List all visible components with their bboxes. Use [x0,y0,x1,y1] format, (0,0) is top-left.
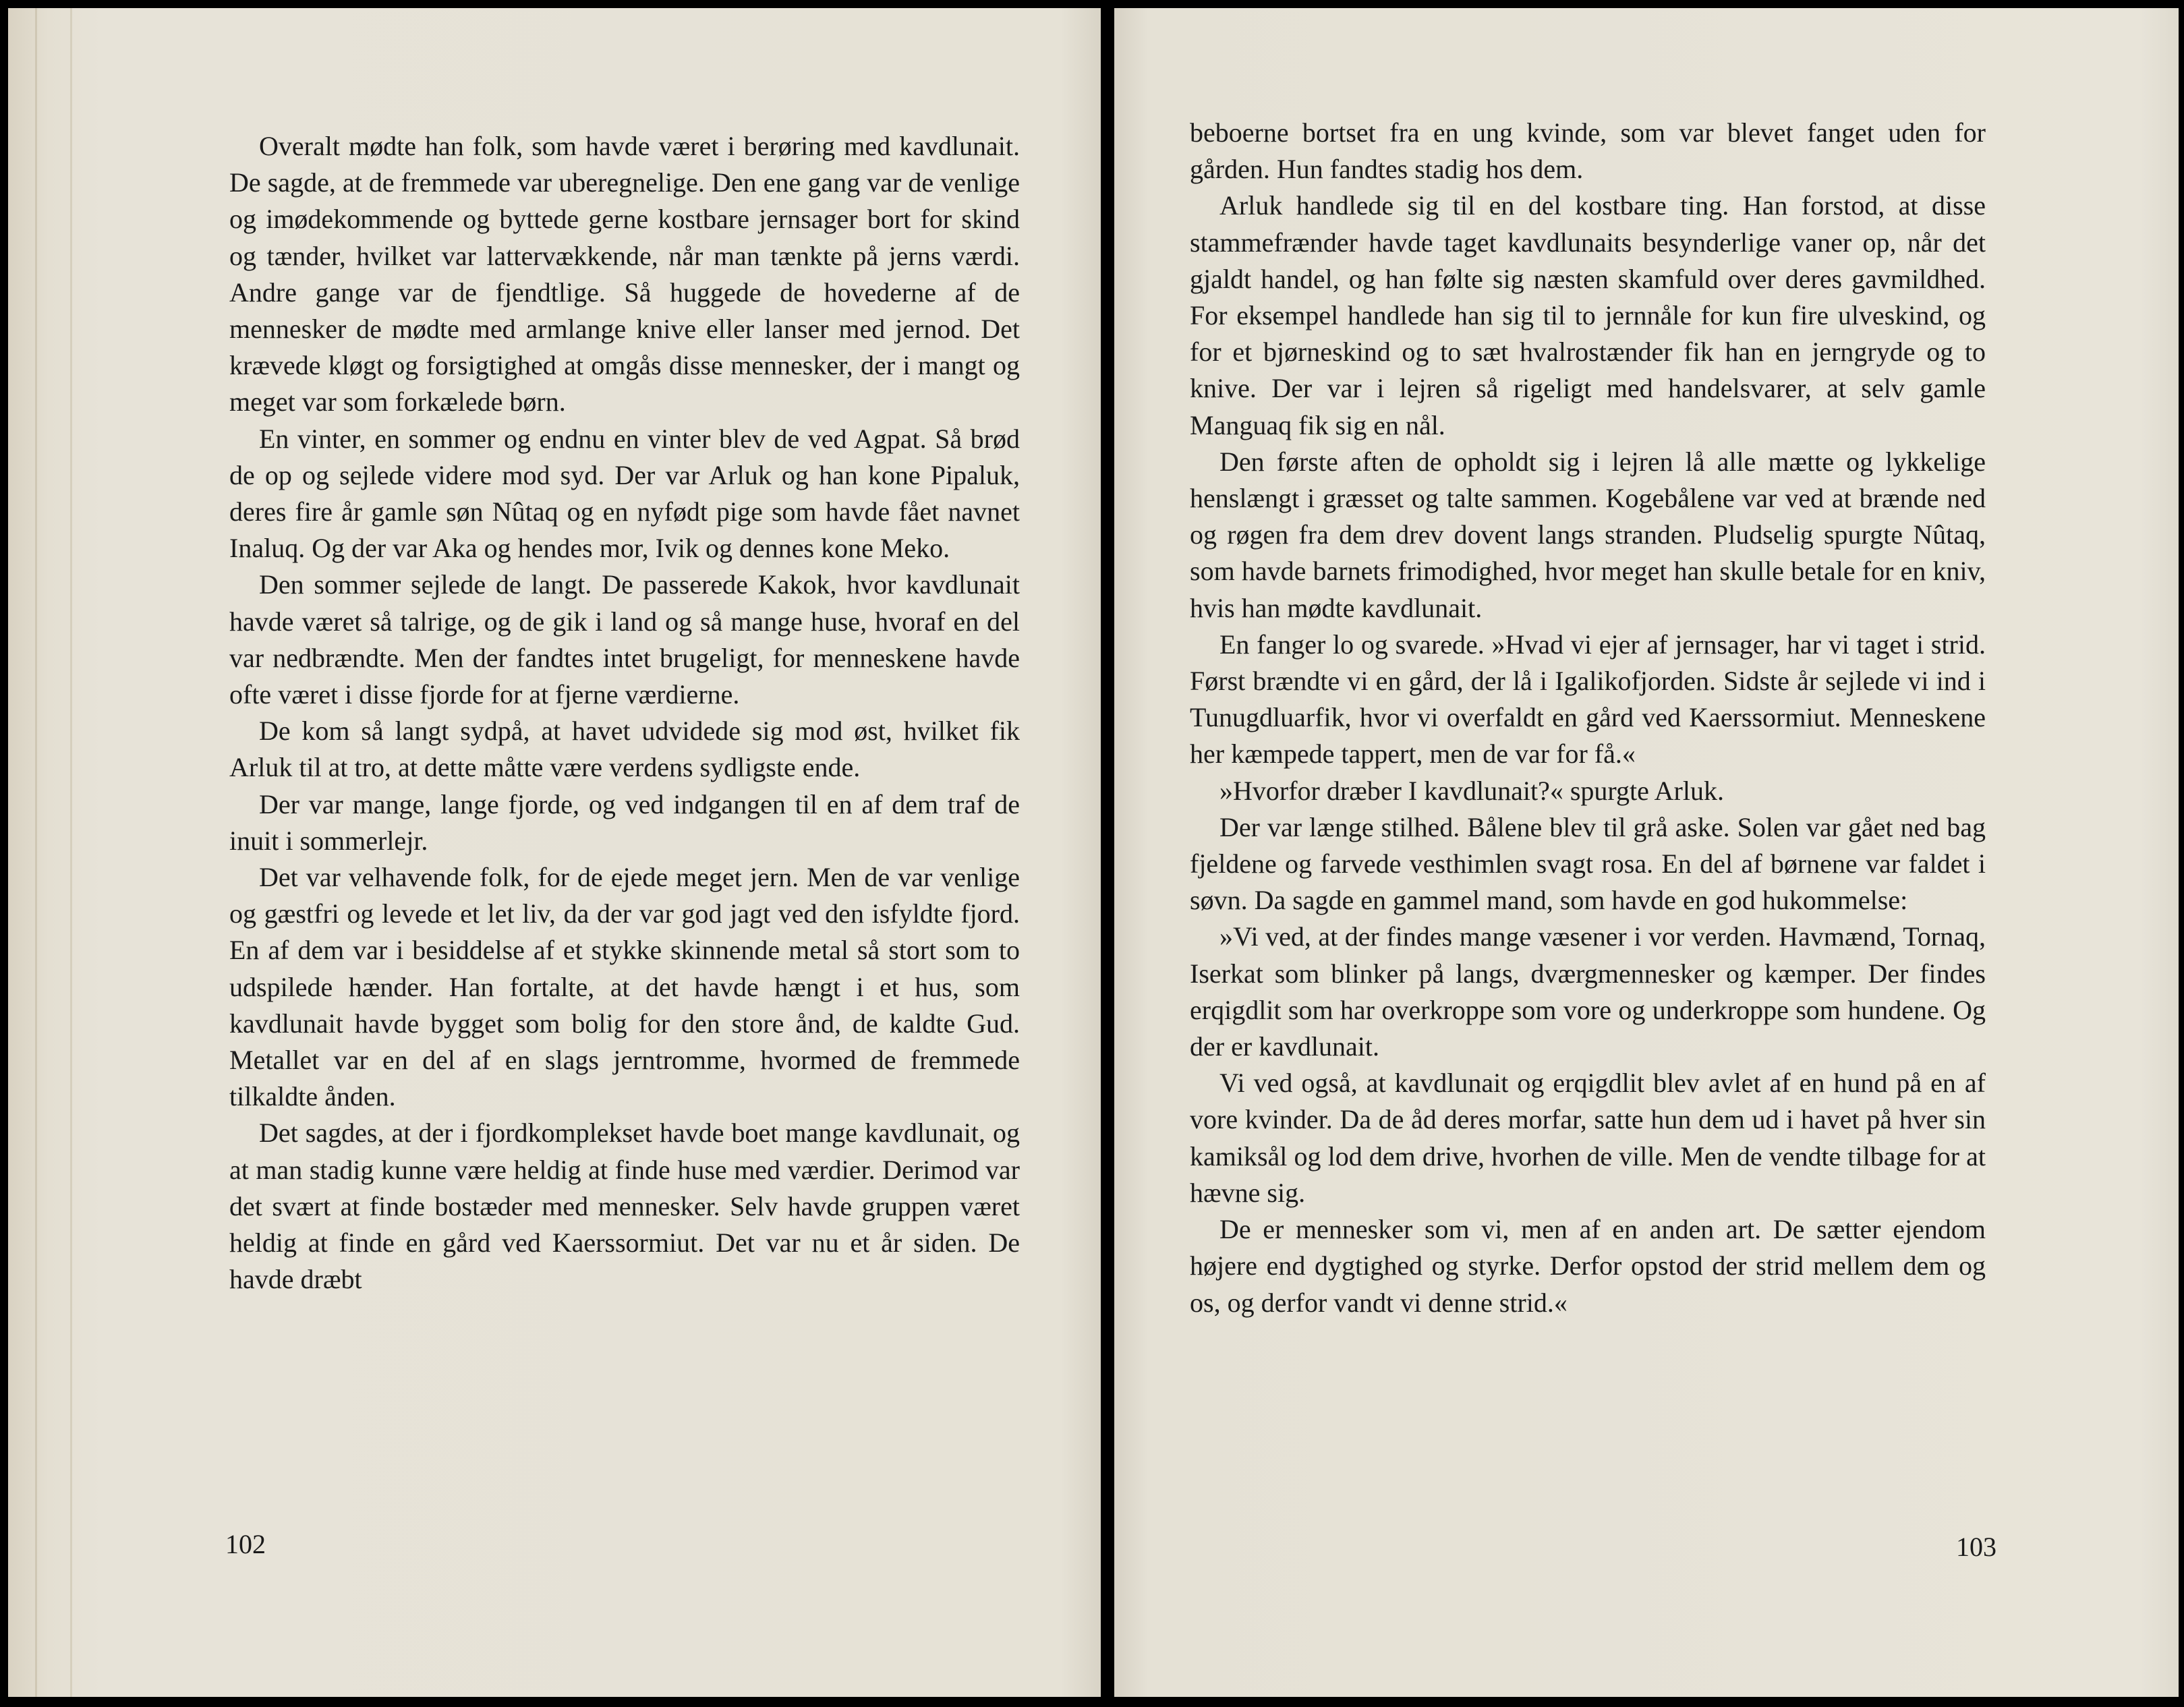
right-page [1114,8,2179,1697]
paragraph: Der var længe stilhed. Bålene blev til grå aske. Solen var gået ned bag fjeldene og farvede vesthimlen svagt rosa. En del af børnene var faldet i søvn. Da sagde en gammel mand, som havde en god hukommelse: [1190,811,1986,916]
paragraph: Den første aften de opholdt sig i lejren lå alle mætte og lykkelige henslængt i græsset og talte sammen. Kogebålene var ved at brænde ned og røgen fra dem drev dovent langs stranden. Pludselig spurgte Nûtaq, som havde barnets frimodighed, hvor meget han skulle betale for en kniv, hvis han mødte kavdlunait. [1190,446,1986,623]
page-edge-line [70,8,72,1697]
paragraph: Arluk handlede sig til en del kostbare ting. Han forstod, at disse stammefrænder havde taget kavdlunaits besynderlige vaner op, når det gjaldt handel, og han følte sig næsten skamfuld over deres gavmildhed. For eksempel handlede han sig til to jernnåle for kun fire ulveskind, og for et bjørneskind og to sæt hvalrostænder fik han en jerngryde og to knive. Der var i lejren så rigeligt med handelsvarer, at selv gamle Manguaq fik sig en nål. [1190,190,1986,440]
page-edge-line [35,8,37,1697]
paragraph: De kom så langt sydpå, at havet udvidede sig mod øst, hvilket fik Arluk til at tro, at dette måtte være verdens sydligste ende. [229,716,1020,783]
left-page [8,8,1101,1697]
paragraph: Den sommer sejlede de langt. De passerede Kakok, hvor kavdlunait havde været så talrige, og de gik i land og så mange huse, hvoraf en del var nedbrændte. Men der fandtes intet brugeligt, for menneskene havde ofte været i disse fjorde for at fjerne værdierne. [229,569,1020,710]
right-page-text [1190,115,1986,1321]
paragraph: »Vi ved, at der findes mange væsener i vor verden. Havmænd, Tornaq, Iserkat som blinker på langs, dværgmennesker og kæmper. Der findes erqigdlit som har overkroppe som vore og underkroppe som hundene. Og der er kavdlunait. [1190,921,1986,1062]
left-page-text [229,128,1020,1298]
paragraph: Det sagdes, at der i fjordkomplekset havde boet mange kavdlunait, og at man stadig kunne være heldig at finde huse med værdier. Derimod var det svært at finde bostæder med mennesker. Selv havde gruppen været heldig at finde en gård ved Kaerssormiut. Det var nu et år siden. De havde dræbt [229,1118,1020,1295]
paragraph: En fanger lo og svarede. »Hvad vi ejer af jernsager, har vi taget i strid. Først brændte vi en gård, der lå i Igalikofjorden. Sidste år sejlede vi ind i Tunugdluarfik, hvor vi overfaldt en gård ved Kaerssormiut. Menneskene her kæmpede tappert, men de var for få.« [1190,629,1986,770]
page-number: 103 [1956,1532,1996,1562]
paragraph: En vinter, en sommer og endnu en vinter blev de ved Agpat. Så brød de op og sejlede videre mod syd. Der var Arluk og han kone Pipaluk, deres fire år gamle søn Nûtaq og en nyfødt pige som havde fået navnet Inaluq. Og der var Aka og hendes mor, Ivik og dennes kone Meko. [229,423,1020,564]
paragraph: Overalt mødte han folk, som havde været i berøring med kavdlunait. De sagde, at de fremmede var uberegnelige. Den ene gang var de venlige og imødekommende og byttede gerne kostbare jernsager bort for skind og tænder, hvilket var lattervækkende, når man tænkte på jerns værdi. Andre gange var de fjendtlige. Så huggede de hovederne af de mennesker de mødte med armlange knive eller lanser med jernod. Det krævede kløgt og forsigtighed at omgås disse mennesker, der i mangt og meget var som forkælede børn. [229,131,1020,417]
paragraph: Vi ved også, at kavdlunait og erqigdlit blev avlet af en hund på en af vore kvinder. Da de åd deres morfar, satte hun dem ud i havet på hver sin kamiksål og lod dem drive, hvorhen de ville. Men de vendte tilbage for at hævne sig. [1190,1068,1986,1208]
paragraph: »Hvorfor dræber I kavdlunait?« spurgte Arluk. [1219,775,1724,806]
page-number: 102 [225,1529,266,1559]
paragraph: Det var velhavende folk, for de ejede meget jern. Men de var venlige og gæstfri og levede et let liv, da der var god jagt ved den isfyldte fjord. En af dem var i besiddelse af et stykke skinnende metal så stort som to udspilede hænder. Han fortalte, at det havde hængt i et hus, som kavdlunait havde bygget som bolig for den store ånd, de kaldte Gud. Metallet var en del af en slags jerntromme, hvormed de fremmede tilkaldte ånden. [229,862,1020,1112]
paragraph: Der var mange, lange fjorde, og ved indgangen til en af dem traf de inuit i sommerlejr. [229,788,1020,856]
paragraph: De er mennesker som vi, men af en anden art. De sætter ejendom højere end dygtighed og styrke. Derfor opstod der strid mellem dem og os, og derfor vandt vi denne strid.« [1190,1214,1986,1318]
paragraph: beboerne bortset fra en ung kvinde, som var blevet fanget uden for gården. Hun fandtes stadig hos dem. [1190,117,1986,185]
